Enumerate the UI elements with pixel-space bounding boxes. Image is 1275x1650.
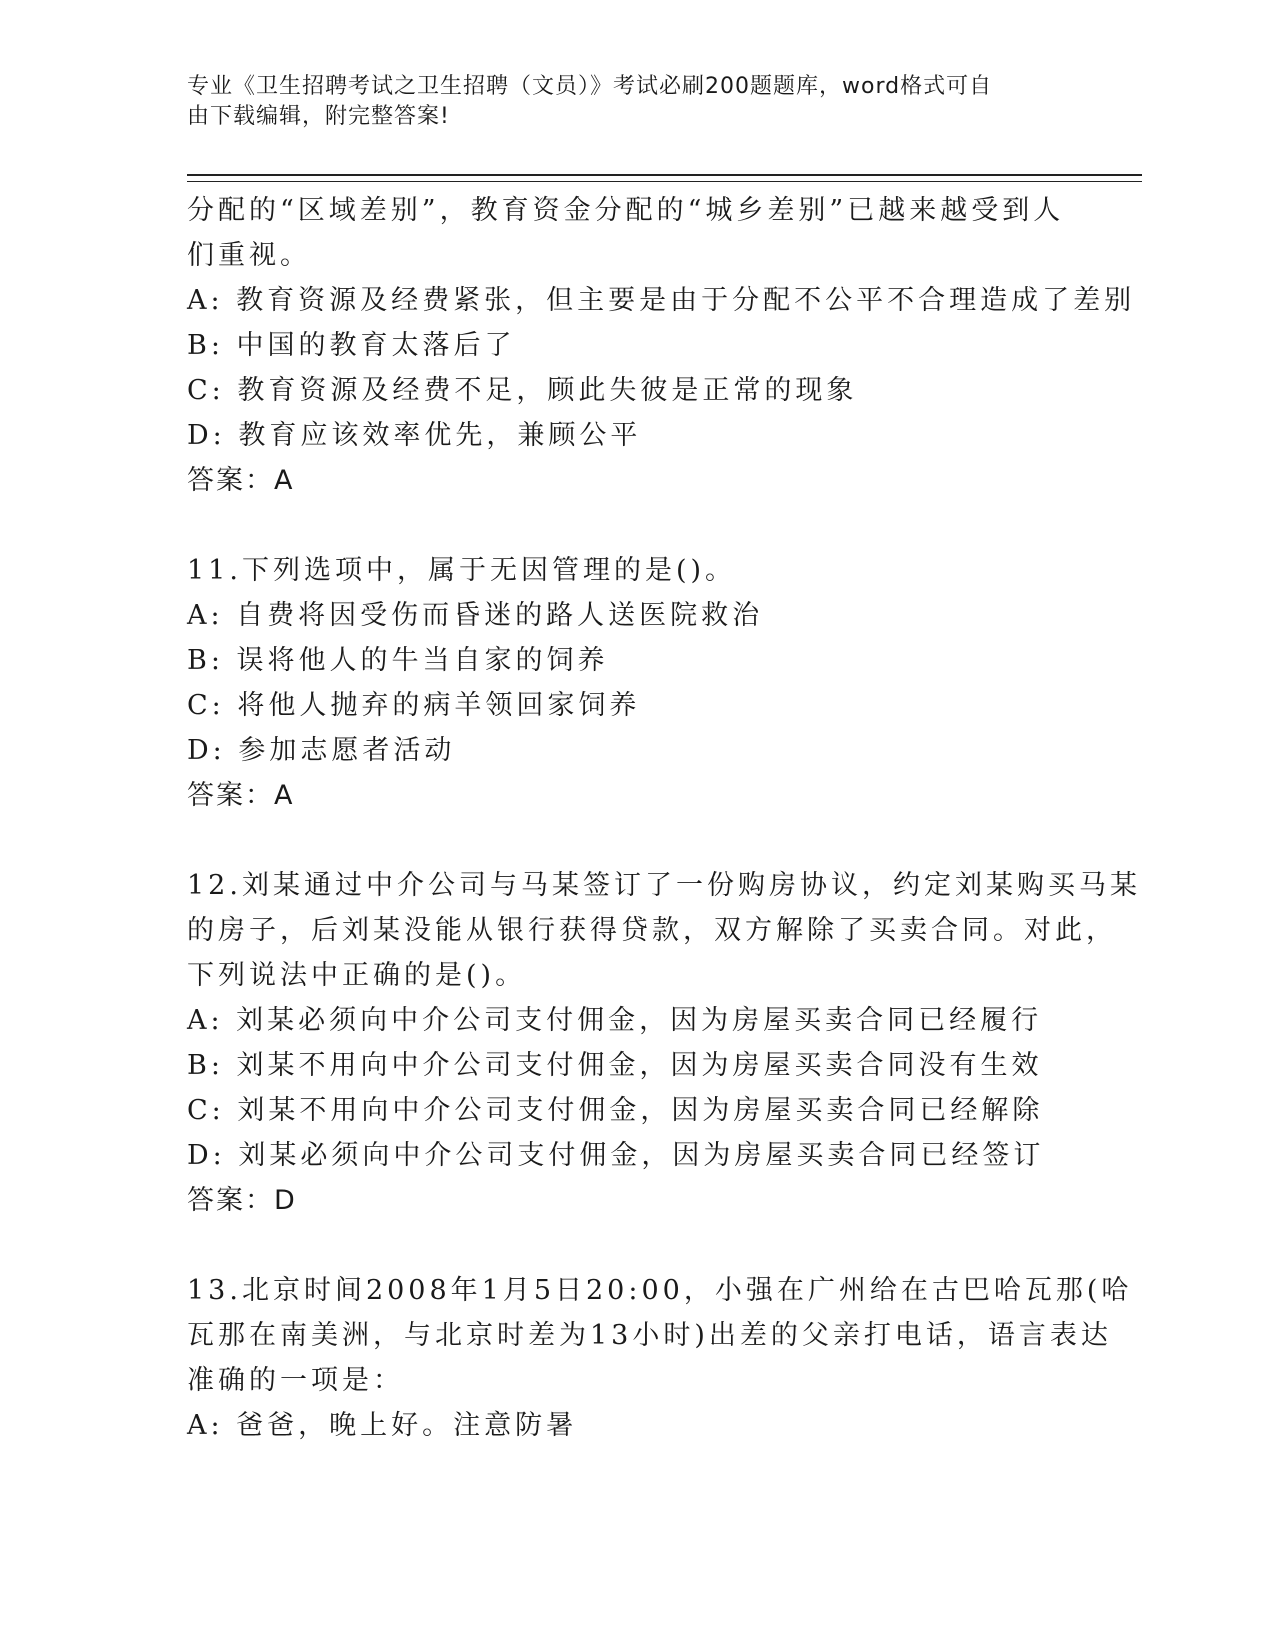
question-stem-line: 11.下列选项中，属于无因管理的是()。 — [187, 555, 737, 586]
option-b: B: 刘某不用向中介公司支付佣金，因为房屋买卖合同没有生效 — [187, 1050, 1043, 1081]
question-spacer — [187, 503, 1087, 548]
question-stem-line: 的房子，后刘某没能从银行获得贷款，双方解除了买卖合同。对此， — [187, 915, 1117, 946]
header-rule-thick — [187, 174, 1142, 176]
question-stem-line: 瓦那在南美洲，与北京时差为13小时)出差的父亲打电话，语言表达 — [187, 1320, 1112, 1351]
question-12 — [187, 863, 1141, 1223]
question-stem-line: 下列说法中正确的是()。 — [187, 960, 527, 991]
answer-line: 答案：A — [187, 465, 295, 496]
header-rule-thin — [187, 181, 1142, 182]
answer-line: 答案：A — [187, 780, 295, 811]
question-13 — [187, 1268, 1133, 1448]
header-line-1: 专业《卫生招聘考试之卫生招聘（文员）》考试必刷200题题库，word格式可自 — [187, 74, 993, 99]
question-stem-line: 准确的一项是： — [187, 1365, 404, 1396]
option-b: B: 误将他人的牛当自家的饲养 — [187, 645, 609, 676]
option-a: A: 刘某必须向中介公司支付佣金，因为房屋买卖合同已经履行 — [187, 1005, 1043, 1036]
question-11 — [187, 548, 1087, 818]
answer-line: 答案：D — [187, 1185, 297, 1216]
question-stem-line: 12.刘某通过中介公司与马某签订了一份购房协议，约定刘某购买马某 — [187, 870, 1141, 901]
option-a: A: 教育资源及经费紧张，但主要是由于分配不公平不合理造成了差别 — [187, 285, 1136, 316]
question-content — [187, 188, 1141, 1448]
question-stem-line: 13.北京时间2008年1月5日20:00，小强在广州给在古巴哈瓦那(哈 — [187, 1275, 1133, 1306]
question-stem-line: 们重视。 — [187, 240, 311, 271]
option-c: C: 刘某不用向中介公司支付佣金，因为房屋买卖合同已经解除 — [187, 1095, 1044, 1126]
option-d: D: 教育应该效率优先，兼顾公平 — [187, 420, 642, 451]
header-line-2: 由下载编辑，附完整答案! — [187, 104, 450, 129]
question-spacer — [187, 1223, 1087, 1268]
document-header — [187, 72, 1087, 132]
question-stem-line: 分配的“区域差别”，教育资金分配的“城乡差别”已越来越受到人 — [187, 195, 1065, 226]
option-d: D: 参加志愿者活动 — [187, 735, 456, 766]
option-c: C: 将他人抛弃的病羊领回家饲养 — [187, 690, 641, 721]
question-spacer — [187, 818, 1087, 863]
question-10 — [187, 188, 1136, 503]
option-b: B: 中国的教育太落后了 — [187, 330, 516, 361]
option-d: D: 刘某必须向中介公司支付佣金，因为房屋买卖合同已经签订 — [187, 1140, 1045, 1171]
option-a: A: 爸爸，晚上好。注意防暑 — [187, 1410, 578, 1441]
option-a: A: 自费将因受伤而昏迷的路人送医院救治 — [187, 600, 764, 631]
option-c: C: 教育资源及经费不足，顾此失彼是正常的现象 — [187, 375, 858, 406]
